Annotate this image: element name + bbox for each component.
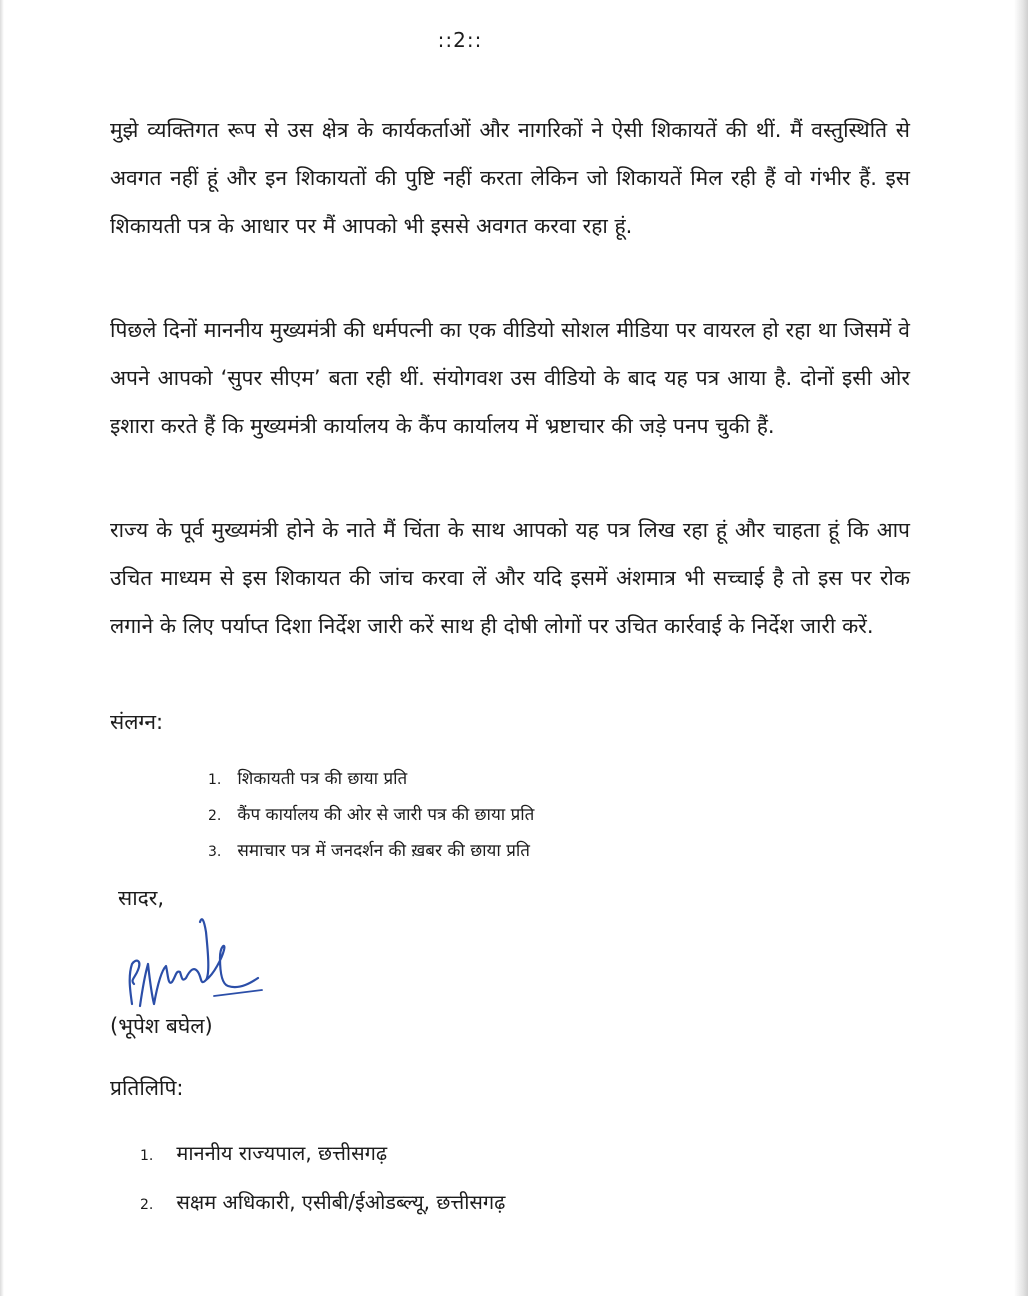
enclosure-label: संलग्न: [110, 710, 164, 734]
list-item-number: 2. [140, 1197, 154, 1213]
salutation: सादर, [118, 886, 165, 910]
list-item [208, 762, 534, 798]
list-item-text: माननीय राज्यपाल, छत्तीसगढ़ [176, 1141, 388, 1165]
signature-image [118, 912, 268, 1012]
copy-to-label: प्रतिलिपि: [110, 1076, 184, 1100]
signer-name: (भूपेश बघेल) [110, 1014, 213, 1038]
list-item [140, 1179, 505, 1228]
copy-to-list [140, 1130, 505, 1228]
enclosure-list [208, 762, 534, 870]
list-item-text: समाचार पत्र में जनदर्शन की ख़बर की छाया प्रति [237, 841, 530, 861]
list-item-text: शिकायती पत्र की छाया प्रति [237, 769, 408, 789]
paragraph-1: मुझे व्यक्तिगत रूप से उस क्षेत्र के कार्यकर्ताओं और नागरिकों ने ऐसी शिकायतें की थीं. मैं वस्तुस्थिति से अवगत नहीं हूं और इन शिकायतों की पुष्टि नहीं करता लेकिन जो शिकायतें मिल रही हैं वो गंभीर हैं. इस शिकायती पत्र के आधार पर मैं आपको भी इससे अवगत करवा रहा हूं. [110, 118, 910, 238]
list-item-text: सक्षम अधिकारी, एसीबी/ईओडब्ल्यू, छत्तीसगढ़ [176, 1190, 506, 1214]
list-item [140, 1130, 505, 1179]
list-item [208, 834, 534, 870]
page-right-edge [1014, 0, 1028, 1296]
list-item [208, 798, 534, 834]
list-item-number: 1. [140, 1148, 154, 1164]
paragraph-2: पिछले दिनों माननीय मुख्यमंत्री की धर्मपत्नी का एक वीडियो सोशल मीडिया पर वायरल हो रहा था जिसमें वे अपने आपको ‘सुपर सीएम’ बता रही थीं. संयोगवश उस वीडियो के बाद यह पत्र आया है. दोनों इसी ओर इशारा करते हैं कि मुख्यमंत्री कार्यालय के कैंप कार्यालय में भ्रष्टाचार की जड़े पनप चुकी हैं. [110, 318, 910, 438]
list-item-number: 3. [208, 844, 222, 860]
page-left-edge [0, 0, 4, 1296]
page-number: ::2:: [437, 28, 483, 52]
list-item-text: कैंप कार्यालय की ओर से जारी पत्र की छाया प्रति [237, 805, 535, 825]
list-item-number: 2. [208, 808, 222, 824]
paragraph-3: राज्य के पूर्व मुख्यमंत्री होने के नाते मैं चिंता के साथ आपको यह पत्र लिख रहा हूं और चाहता हूं कि आप उचित माध्यम से इस शिकायत की जांच करवा लें और यदि इसमें अंशमात्र भी सच्चाई है तो इस पर रोक लगाने के लिए पर्याप्त दिशा निर्देश जारी करें साथ ही दोषी लोगों पर उचित कार्रवाई के निर्देश जारी करें. [110, 518, 910, 638]
list-item-number: 1. [208, 772, 222, 788]
